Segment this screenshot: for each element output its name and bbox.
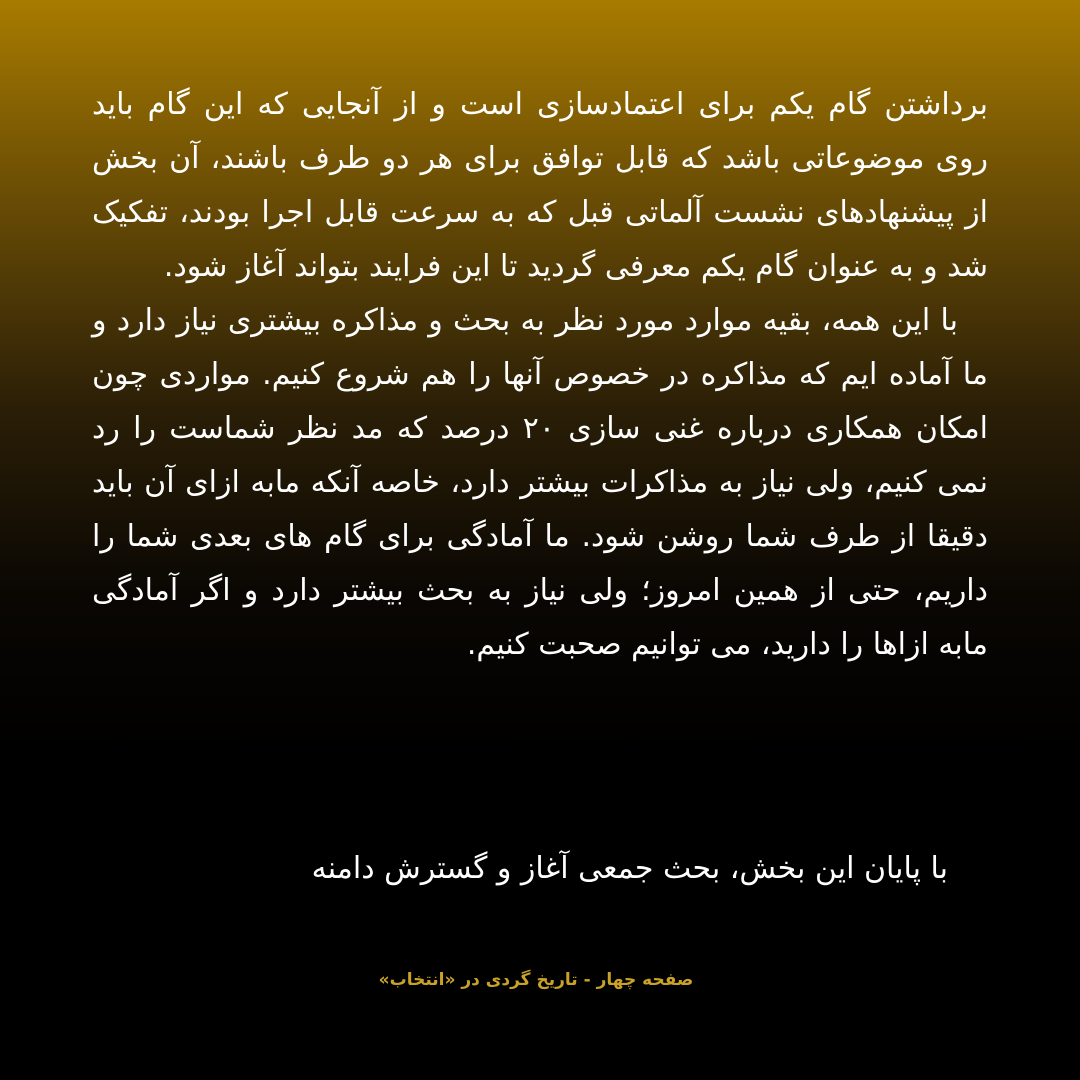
article-body [92, 78, 988, 672]
paragraph-2: با این همه، بقیه موارد مورد نظر به بحث و مذاکره بیشتری نیاز دارد و ما آماده ایم که مذاکره در خصوص آنها را هم شروع کنیم. مواردی چون امکان همکاری درباره غنی سازی ۲۰ درصد که مد نظر شماست را رد نمی کنیم، ولی نیاز به مذاکرات بیشتر دارد، خاصه آنکه مابه ازای آن باید دقیقا از طرف شما روشن شود. ما آمادگی برای گام های بعدی شما را داریم، حتی از همین امروز؛ ولی نیاز به بحث بیشتر دارد و اگر آمادگی مابه ازاها را دارید، می توانیم صحبت کنیم. [92, 303, 988, 662]
paragraph-1: برداشتن گام یکم برای اعتمادسازی است و از آنجایی که این گام باید روی موضوعاتی باشد که قابل توافق برای هر دو طرف باشند، آن بخش از پیشنهادهای نشست آلماتی قبل که به سرعت قابل اجرا بودند، تفکیک شد و به عنوان گام یکم معرفی گردید تا این فرایند بتواند آغاز شود. [92, 87, 988, 284]
closing-line: با پایان این بخش، بحث جمعی آغاز و گسترش دامنه [311, 851, 948, 886]
footer-caption: صفحه چهار - تاریخ گردی در «انتخاب» [378, 970, 694, 990]
